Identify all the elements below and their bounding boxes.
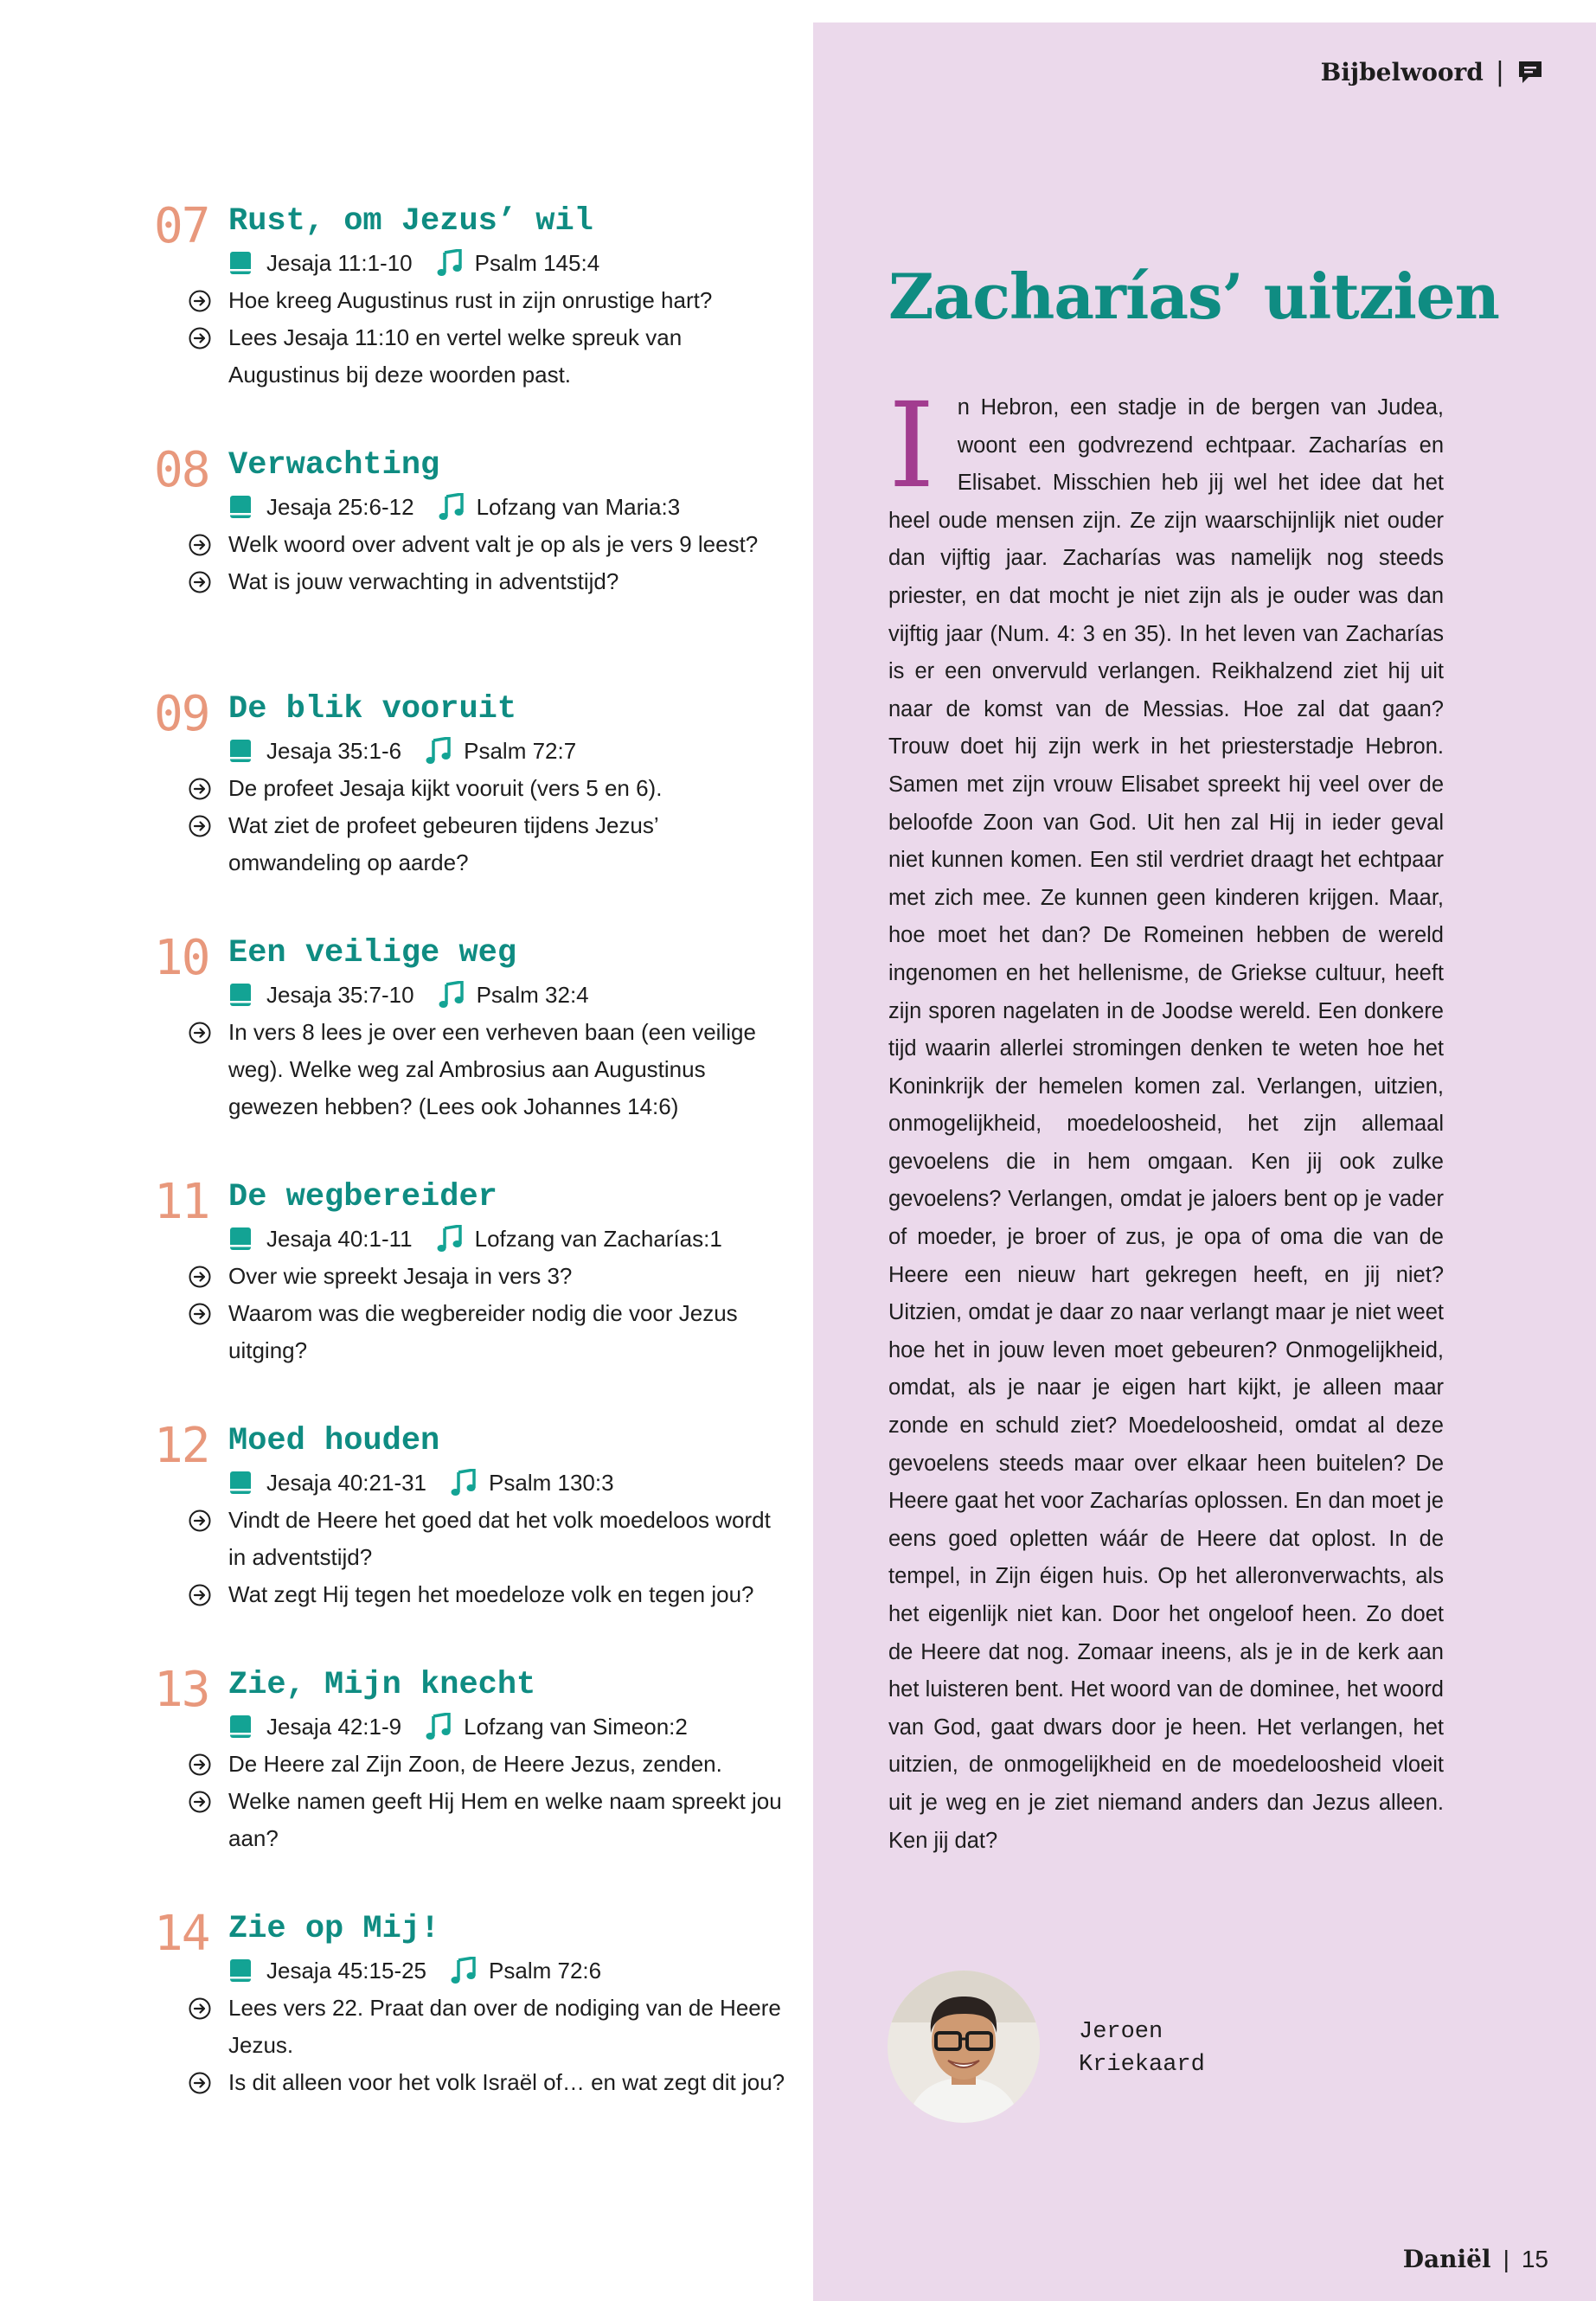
day-item bbox=[154, 1908, 794, 2152]
arrow-circle-icon bbox=[189, 1997, 211, 2020]
day-references bbox=[228, 1221, 722, 1256]
day-number: 14 bbox=[154, 1906, 209, 1962]
arrow-circle-icon bbox=[189, 1791, 211, 1813]
day-item bbox=[154, 442, 794, 689]
speech-bubble-icon bbox=[1516, 59, 1544, 87]
music-note-icon bbox=[451, 1469, 477, 1497]
bible-reading: Jesaja 25:6-12 bbox=[266, 494, 414, 520]
question-item bbox=[189, 1258, 794, 1295]
arrow-circle-icon bbox=[189, 290, 211, 312]
question-text: Over wie spreekt Jesaja in vers 3? bbox=[228, 1263, 573, 1289]
question-item bbox=[189, 1576, 794, 1613]
question-text: Wat is jouw verwachting in adventstijd? bbox=[228, 568, 619, 594]
arrow-circle-icon bbox=[189, 2072, 211, 2094]
song-reference: Psalm 72:6 bbox=[489, 1958, 602, 1984]
author-portrait-icon bbox=[888, 1971, 1040, 2123]
day-number: 07 bbox=[154, 198, 209, 254]
day-title: Zie op Mij! bbox=[228, 1911, 440, 1947]
day-item bbox=[154, 686, 794, 933]
day-title: Moed houden bbox=[228, 1423, 440, 1459]
question-item bbox=[189, 1502, 794, 1576]
bible-reading: Jesaja 11:1-10 bbox=[266, 250, 413, 276]
drop-cap: I bbox=[888, 378, 935, 515]
day-number: 10 bbox=[154, 930, 209, 986]
music-note-icon bbox=[437, 249, 463, 277]
question-item bbox=[189, 1295, 794, 1369]
day-number: 12 bbox=[154, 1418, 209, 1474]
question-text: In vers 8 lees je over een verheven baan (een veilige weg). Welke weg zal Ambrosius aan Augustinus gewezen hebben? (Lees ook Johannes 14:6) bbox=[228, 1019, 756, 1119]
music-note-icon bbox=[439, 493, 465, 521]
arrow-circle-icon bbox=[189, 1753, 211, 1776]
day-number: 08 bbox=[154, 442, 209, 498]
day-title: Een veilige weg bbox=[228, 935, 517, 971]
song-reference: Psalm 32:4 bbox=[476, 982, 589, 1008]
question-item bbox=[189, 807, 794, 881]
question-text: Lees vers 22. Praat dan over de nodiging van de Heere Jezus. bbox=[228, 1995, 781, 2058]
day-references bbox=[228, 246, 599, 280]
section-label bbox=[1321, 57, 1544, 87]
question-list bbox=[189, 1990, 794, 2101]
day-references bbox=[228, 490, 680, 524]
magazine-name: Daniël bbox=[1402, 2245, 1491, 2273]
section-separator: | bbox=[1495, 57, 1504, 87]
question-item bbox=[189, 2064, 794, 2101]
music-note-icon bbox=[426, 1713, 452, 1740]
question-text: De Heere zal Zijn Zoon, de Heere Jezus, zenden. bbox=[228, 1751, 722, 1777]
day-number: 13 bbox=[154, 1662, 209, 1718]
bible-reading: Jesaja 40:21-31 bbox=[266, 1470, 427, 1496]
author-first-name: Jeroen bbox=[1079, 2019, 1163, 2045]
question-list bbox=[189, 1014, 794, 1125]
question-item bbox=[189, 1783, 794, 1857]
day-item bbox=[154, 1176, 794, 1420]
arrow-circle-icon bbox=[189, 1303, 211, 1325]
music-note-icon bbox=[439, 981, 465, 1009]
question-text: Is dit alleen voor het volk Israël of… en wat zegt dit jou? bbox=[228, 2069, 785, 2095]
author-last-name: Kriekaard bbox=[1079, 2052, 1205, 2078]
page-footer bbox=[1403, 2245, 1548, 2273]
arrow-circle-icon bbox=[189, 1584, 211, 1606]
arrow-circle-icon bbox=[189, 327, 211, 349]
bible-reading: Jesaja 40:1-11 bbox=[266, 1226, 413, 1252]
question-list bbox=[189, 1258, 794, 1369]
question-item bbox=[189, 282, 794, 319]
day-references bbox=[228, 1465, 614, 1500]
question-list bbox=[189, 1502, 794, 1613]
bible-reading: Jesaja 45:15-25 bbox=[266, 1958, 427, 1984]
arrow-circle-icon bbox=[189, 534, 211, 556]
question-text: Wat ziet de profeet gebeuren tijdens Jezus’ omwandeling op aarde? bbox=[228, 812, 658, 875]
question-item bbox=[189, 770, 794, 807]
bible-reading: Jesaja 35:1-6 bbox=[266, 738, 402, 764]
question-text: De profeet Jesaja kijkt vooruit (vers 5 en 6). bbox=[228, 775, 663, 801]
book-icon bbox=[228, 1471, 253, 1495]
bible-reading: Jesaja 42:1-9 bbox=[266, 1714, 402, 1740]
book-icon bbox=[228, 739, 253, 763]
article-body-text: n Hebron, een stadje in de bergen van Judea, woont een godvrezend echtpaar. Zacharías en Elisabet. Misschien heb jij wel het idee dat het heel oude mensen zijn. Ze zijn waarschijnlijk niet ouder dan vijftig jaar. Zacharías was namelijk nog steeds priester, en dat mocht je niet zijn als je ouder was dan vijftig jaar (Num. 4: 3 en 35). In het leven van Zacharías is er een onvervuld verlangen. Reikhalzend ziet hij uit naar de komst van de Messias. Hoe zal dat gaan? Trouw doet hij zijn werk in het priesterstadje Hebron. Samen met zijn vrouw Elisabet spreekt hij veel over de beloofde Zoon van God. Uit hen zal Hij in ieder geval niet kunnen komen. Een stil verdriet draagt het echtpaar met zich mee. Ze kunnen geen kinderen krijgen. Maar, hoe moet het dan? De Romeinen hebben de wereld ingenomen en het hellenisme, de Griekse cultuur, heeft zijn sporen nagelaten in de Joodse wereld. Een donkere tijd waarin allerlei stromingen denken te weten hoe het Koninkrijk der hemelen komen zal. Verlangen, uitzien, onmogelijkheid, moedeloosheid, het zijn allemaal gevoelens die in hem omgaan. Ken jij ook zulke gevoelens? Verlangen, omdat je jaloers bent op je vader of moeder, je broer of zus, je opa of oma die van de Heere een nieuw hart gekregen heeft, en jij niet? Uitzien, omdat je daar zo naar verlangt maar je niet weet hoe het in jouw leven moet gebeuren? Onmogelijkheid, omdat, als je naar je eigen hart kijkt, je alleen maar zonde en schuld ziet? Moedeloosheid, omdat al deze gevoelens steeds maar over elkaar heen buitelen? De Heere gaat het voor Zacharías oplossen. En dan moet je eens goed opletten wáár de Heere dat oplost. In de tempel, in Zijn éigen huis. Op het alleronverwachts, als het eigenlijk niet kan. Door het ongeloof heen. Zo doet de Heere dat nog. Zomaar ineens, als je in de kerk aan het luisteren bent. Het woord van de dominee, het woord van God, gaat dwars door je heen. Het verlangen, het uitzien, de onmogelijkheid en de moedeloosheid vloeit uit je weg en je ziet niemand anders dan Jezus alleen. Ken jij dat? bbox=[888, 395, 1444, 1853]
daily-readings-list bbox=[154, 198, 794, 2152]
song-reference: Lofzang van Simeon:2 bbox=[464, 1714, 688, 1740]
book-icon bbox=[228, 495, 253, 519]
question-item bbox=[189, 1746, 794, 1783]
question-text: Wat zegt Hij tegen het moedeloze volk en tegen jou? bbox=[228, 1581, 754, 1607]
question-text: Welke namen geeft Hij Hem en welke naam spreekt jou aan? bbox=[228, 1788, 782, 1851]
song-reference: Psalm 72:7 bbox=[464, 738, 577, 764]
page-number: 15 bbox=[1521, 2245, 1548, 2272]
day-item bbox=[154, 198, 794, 445]
music-note-icon bbox=[426, 737, 452, 765]
day-references bbox=[228, 1709, 688, 1744]
question-item bbox=[189, 319, 794, 394]
question-list bbox=[189, 526, 794, 600]
song-reference: Lofzang van Maria:3 bbox=[476, 494, 681, 520]
author-name bbox=[1079, 2016, 1205, 2081]
book-icon bbox=[228, 1958, 253, 1983]
arrow-circle-icon bbox=[189, 1022, 211, 1044]
question-text: Vindt de Heere het goed dat het volk moedeloos wordt in adventstijd? bbox=[228, 1507, 771, 1570]
section-name: Bijbelwoord bbox=[1320, 58, 1484, 87]
arrow-circle-icon bbox=[189, 815, 211, 837]
day-item bbox=[154, 1420, 794, 1664]
question-list bbox=[189, 1746, 794, 1857]
question-item bbox=[189, 1990, 794, 2064]
question-list bbox=[189, 770, 794, 881]
day-item bbox=[154, 930, 794, 1176]
book-icon bbox=[228, 1227, 253, 1251]
song-reference: Psalm 145:4 bbox=[474, 250, 600, 276]
song-reference: Psalm 130:3 bbox=[489, 1470, 614, 1496]
book-icon bbox=[228, 251, 253, 275]
music-note-icon bbox=[451, 1957, 477, 1984]
article-body bbox=[888, 378, 1444, 1860]
question-list bbox=[189, 282, 794, 394]
question-item bbox=[189, 526, 794, 563]
day-title: Verwachting bbox=[228, 447, 440, 484]
question-text: Waarom was die wegbereider nodig die voor Jezus uitging? bbox=[228, 1300, 738, 1363]
question-item bbox=[189, 563, 794, 600]
day-number: 09 bbox=[154, 686, 209, 742]
day-item bbox=[154, 1664, 794, 1908]
day-title: De blik vooruit bbox=[228, 691, 517, 727]
question-item bbox=[189, 1014, 794, 1125]
day-references bbox=[228, 734, 576, 768]
day-title: Zie, Mijn knecht bbox=[228, 1667, 536, 1703]
question-text: Welk woord over advent valt je op als je vers 9 leest? bbox=[228, 531, 759, 557]
song-reference: Lofzang van Zacharías:1 bbox=[474, 1226, 722, 1252]
book-icon bbox=[228, 1715, 253, 1739]
day-title: Rust, om Jezus’ wil bbox=[228, 203, 593, 240]
arrow-circle-icon bbox=[189, 1509, 211, 1532]
day-title: De wegbereider bbox=[228, 1179, 497, 1215]
bible-reading: Jesaja 35:7-10 bbox=[266, 982, 414, 1008]
author-photo bbox=[888, 1971, 1040, 2123]
footer-separator: | bbox=[1503, 2245, 1509, 2272]
day-references bbox=[228, 977, 589, 1012]
day-number: 11 bbox=[154, 1174, 209, 1230]
question-text: Hoe kreeg Augustinus rust in zijn onrustige hart? bbox=[228, 287, 713, 313]
music-note-icon bbox=[437, 1225, 463, 1253]
book-icon bbox=[228, 983, 253, 1007]
day-references bbox=[228, 1953, 601, 1988]
arrow-circle-icon bbox=[189, 571, 211, 593]
question-text: Lees Jesaja 11:10 en vertel welke spreuk van Augustinus bij deze woorden past. bbox=[228, 324, 683, 388]
arrow-circle-icon bbox=[189, 778, 211, 800]
arrow-circle-icon bbox=[189, 1266, 211, 1288]
article-title: Zacharías’ uitzien bbox=[888, 260, 1500, 333]
